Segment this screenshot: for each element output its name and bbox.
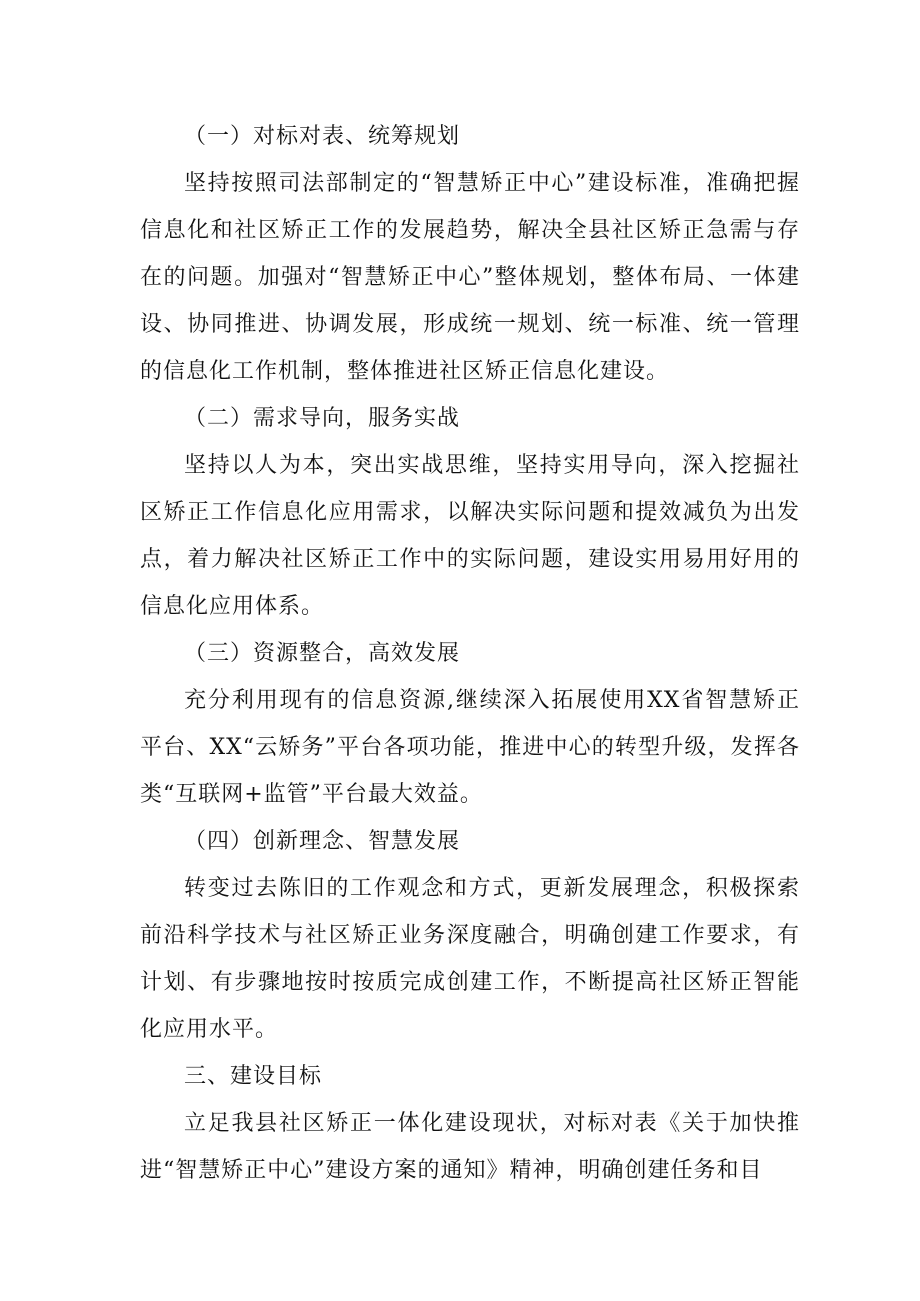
paragraph-4: 转变过去陈旧的工作观念和方式，更新发展理念，积极探索前沿科学技术与社区矫正业务深度融合，明确创建工作要求，有计划、有步骤地按时按质完成创建工作，不断提高社区矫正智能化应用水平。 xyxy=(140,876,800,1042)
subheading-2: （二）需求导向，服务实战 xyxy=(184,406,461,431)
section-heading-3: 三、建设目标 xyxy=(184,1064,323,1089)
paragraph-2: 坚持以人为本，突出实战思维，坚持实用导向，深入挖掘社区矫正工作信息化应用需求，以解决实际问题和提效减负为出发点，着力解决社区矫正工作中的实际问题，建设实用易用好用的信息化应用体系。 xyxy=(140,453,800,619)
paragraph-1: 坚持按照司法部制定的“智慧矫正中心”建设标准，准确把握信息化和社区矫正工作的发展趋势，解决全县社区矫正急需与存在的问题。加强对“智慧矫正中心”整体规划，整体布局、一体建设、协同推进、协调发展，形成统一规划、统一标准、统一管理的信息化工作机制，整体推进社区矫正信息化建设。 xyxy=(140,171,800,384)
subheading-3: （三）资源整合，高效发展 xyxy=(184,641,461,666)
document-body xyxy=(140,113,800,1194)
paragraph-5: 立足我县社区矫正一体化建设现状，对标对表《关于加快推进“智慧矫正中心”建设方案的通知》精神，明确创建任务和目 xyxy=(140,1111,800,1183)
subheading-1: （一）对标对表、统筹规划 xyxy=(184,124,461,149)
subheading-4: （四）创新理念、智慧发展 xyxy=(184,829,461,854)
paragraph-3: 充分利用现有的信息资源,继续深入拓展使用XX省智慧矫正平台、XX“云矫务”平台各项功能，推进中心的转型升级，发挥各类“互联网+监管”平台最大效益。 xyxy=(140,688,800,807)
